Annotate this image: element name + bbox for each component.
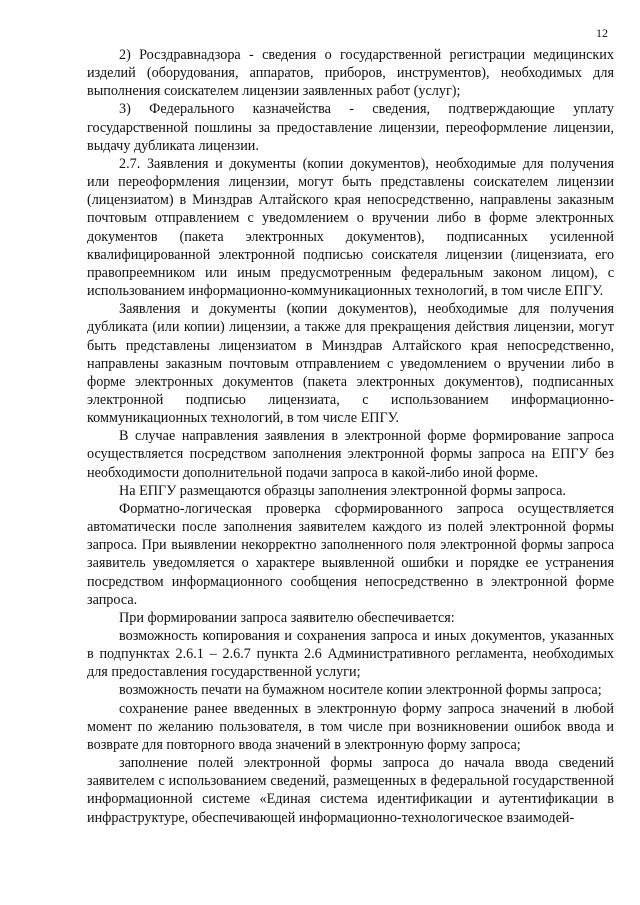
paragraph-request-provision: При формировании запроса заявителю обеспечивается: <box>119 609 455 626</box>
paragraph-print: возможность печати на бумажном носителе копии электронной формы запроса; <box>119 682 602 699</box>
page-number: 12 <box>596 26 608 40</box>
paragraph-form-samples: На ЕПГУ размещаются образцы заполнения электронной формы запроса. <box>119 482 566 499</box>
paragraph-treasury: 3) Федерального казначейства - сведения, подтверждающие уплату государственной пошлины за предоставление лицензии, переоформление лицензии, выдачу дубликата лицензии. <box>87 101 614 154</box>
paragraph-copy-save: возможность копирования и сохранения запроса и иных документов, указанных в подпунктах 2.6.1 – 2.6.7 пункта 2.6 Административного регламента, необходимых для предоставления государственной услуги; <box>87 628 614 681</box>
paragraph-format-check: Форматно-логическая проверка сформированного запроса осуществляется автоматически после заполнения заявителем каждого из полей электронной формы запроса. При выявлении некорректно заполненного поля электронной формы запроса заявитель уведомляется о характере выявленной ошибки и порядке ее устранения посредством информационного сообщения непосредственно в электронной форме запроса. <box>87 500 614 608</box>
paragraph-electronic-request: В случае направления заявления в электронной форме формирование запроса осуществляется посредством заполнения электронной формы запроса на ЕПГУ без необходимости дополнительной подачи запроса в какой-либо иной форме. <box>87 428 614 481</box>
document-body <box>87 46 614 827</box>
paragraph-2-7: 2.7. Заявления и документы (копии документов), необходимые для получения или переоформления лицензии, могут быть представлены соискателем лицензии (лицензиатом) в Минздрав Алтайского края непосредственно, направлены заказным почтовым отправлением с уведомлением о вручении либо в форме электронных документов (пакета электронных документов), подписанных усиленной квалифицированной электронной подписью соискателя лицензии (лицензиата, его правопреемником или иным предусмотренным федеральным законом лицом), с использованием информационно-коммуникационных технологий, в том числе ЕПГУ. <box>87 155 614 300</box>
paragraph-roszdravnadzor: 2) Росздравнадзора - сведения о государственной регистрации медицинских изделий (оборудования, аппаратов, приборов, инструментов), необходимых для выполнения соискателем лицензии заявленных работ (услуг); <box>87 47 614 100</box>
paragraph-duplicate-license: Заявления и документы (копии документов), необходимые для получения дубликата (или копии) лицензии, а также для прекращения действия лицензии, могут быть представлены лицензиатом в Минздрав Алтайского края непосредственно, направлены заказным почтовым отправлением с уведомлением о вручении либо в форме электронных документов (пакета электронных документов), подписанных электронной подписью лицензиата, с использованием информационно-коммуникационных технологий, в том числе ЕПГУ. <box>87 301 614 427</box>
paragraph-prefill: заполнение полей электронной формы запроса до начала ввода сведений заявителем с использованием сведений, размещенных в федеральной государственной информационной системе «Единая система идентификации и аутентификации в инфраструктуре, обеспечивающей информационно-технологическое взаимодей- <box>87 755 614 826</box>
paragraph-save-values: сохранение ранее введенных в электронную форму запроса значений в любой момент по желанию пользователя, в том числе при возникновении ошибок ввода и возврате для повторного ввода значений в электронную форму запроса; <box>87 700 614 753</box>
